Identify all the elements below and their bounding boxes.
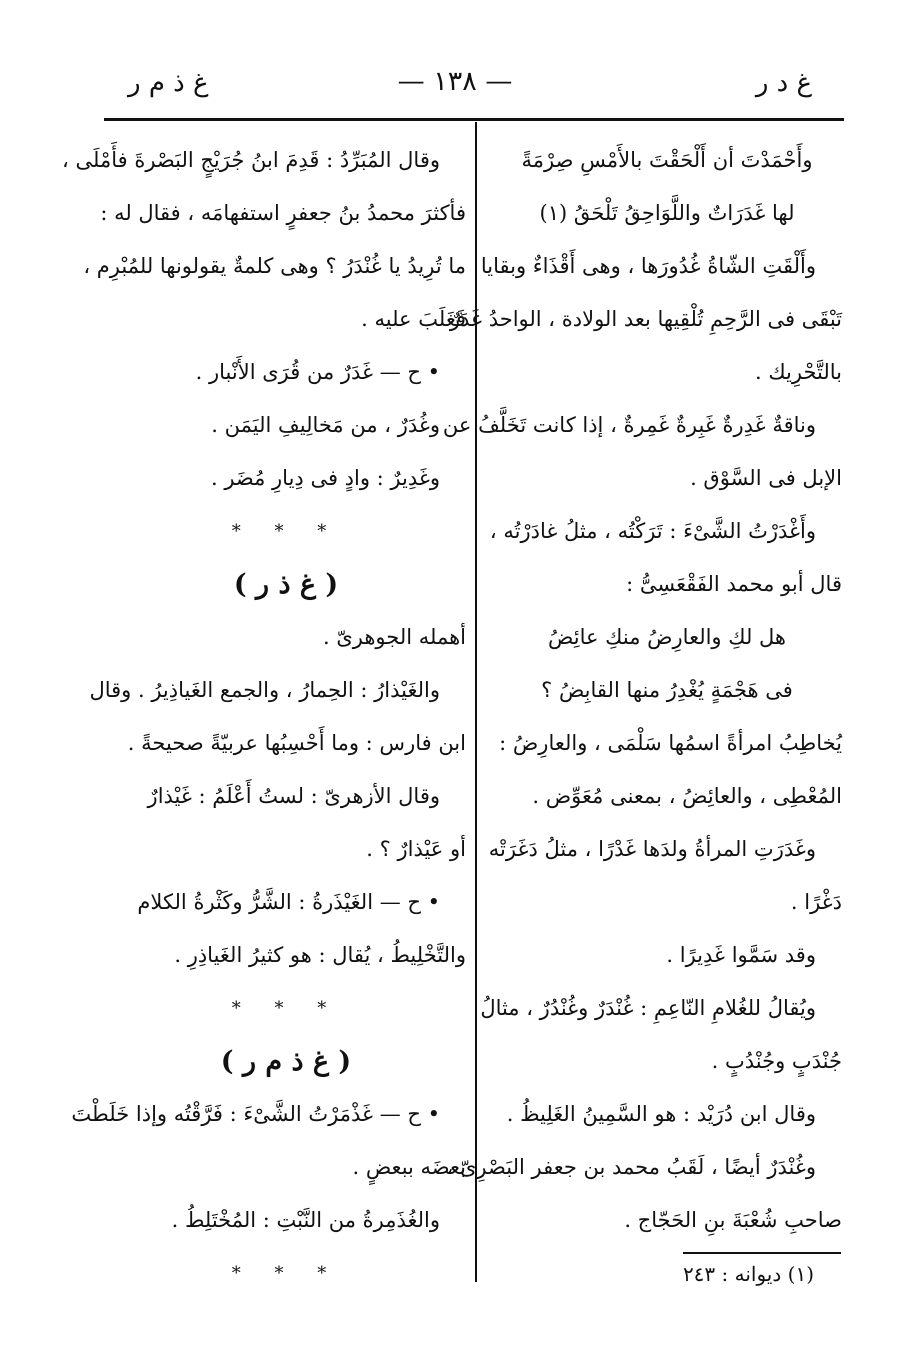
- text-line: بالتَّحْرِيك .: [754, 360, 842, 384]
- text-line: ويُقالُ للغُلامِ النّاعِمِ : غُنْدَرٌ وغُنْدُرٌ ، مثالُ: [480, 996, 816, 1020]
- text-line: فى هَجْمَةٍ يُغْدِرُ منها القابِضُ ؟: [541, 678, 793, 702]
- running-header-left: غ ذ م ر: [128, 68, 209, 98]
- text-line: وقد سَمَّوا غَدِيرًا .: [666, 943, 816, 967]
- text-line: فَغَلَبَ عليه .: [361, 307, 466, 331]
- text-line: دَغْرًا .: [790, 890, 842, 914]
- text-line: وأَلْقَتِ الشّاةُ غُدُورَها ، وهى أَقْذَاءٌ وبقايا: [480, 254, 816, 278]
- text-line: وغُنْدَرٌ أيضًا ، لَقَبُ محمد بن جعفر البَصْرِىّ ،: [446, 1155, 816, 1179]
- text-line: ما تُرِيدُ يا غُنْدَرُ ؟ وهى كلمةٌ يقولونها للمُبْرِم ،: [83, 254, 466, 278]
- text-line: ابن فارس : وما أَحْسِبُها عربيّةً صحيحةً .: [127, 731, 466, 755]
- section-separator: * * *: [231, 1263, 341, 1284]
- footnote: (١) ديوانه : ٢٤٣: [682, 1262, 814, 1286]
- text-line: وقال المُبَرِّدُ : قَدِمَ ابنُ جُرَيْجٍ البَصْرةَ فأَمْلَى ،: [62, 148, 440, 172]
- section-separator: * * *: [231, 521, 341, 542]
- text-line: لها غَدَرَاتٌ واللَّوَاحِقُ تَلْحَقُ (١): [539, 201, 795, 225]
- text-line: وقال الأزهرىّ : لستُ أَعْلَمُ : غَيْذارٌ: [147, 784, 440, 808]
- text-line: تَبْقَى فى الرَّحِمِ تُلْقِيها بعد الولادة ، الواحدُ غَدَرٌ: [449, 307, 842, 331]
- text-line: جُنْدَبٍ وجُنْدُبٍ .: [711, 1049, 842, 1073]
- text-line: هل لكِ والعارِضُ منكِ عائِضُ: [548, 625, 786, 649]
- text-line: أو عَيْذارٌ ؟ .: [366, 837, 466, 861]
- text-line: • ح — غَدَرٌ من قُرَى الأَنْبار .: [195, 360, 440, 384]
- text-line: فأكثرَ محمدُ بنُ جعفرٍ استفهامَه ، فقال له :: [100, 201, 466, 225]
- right-column: [442, 134, 842, 1247]
- section-separator: * * *: [231, 998, 341, 1019]
- text-line: صاحبِ شُعْبَةَ بنِ الحَجّاج .: [624, 1208, 842, 1232]
- text-line: والغُذَمِرةُ من النَّبْتِ : المُخْتَلِطُ .: [171, 1208, 440, 1232]
- footnote-rule: [683, 1252, 841, 1254]
- text-line: والغَيْذارُ : الحِمارُ ، والجمع الغَياذِيرُ . وقال: [89, 678, 440, 702]
- text-line: وغُدَرٌ ، من مَخالِيفِ اليَمَن .: [211, 413, 440, 437]
- header-rule: [104, 118, 844, 121]
- text-line: المُعْطِى ، والعائِضُ ، بمعنى مُعَوِّض .: [532, 784, 842, 808]
- text-line: وناقةٌ غَدِرةٌ غَبِرةٌ غَمِرةٌ ، إذا كانت تَخَلَّفُ عن: [442, 413, 816, 437]
- text-line: وغَدِيرٌ : وادٍ فى دِيارِ مُضَر .: [210, 466, 440, 490]
- entry-heading: ( غ ذ م ر ): [220, 1046, 352, 1077]
- text-line: وأَغْدَرْتُ الشَّىْءَ : تَرَكْتُه ، مثلُ غادَرْتُه ،: [489, 519, 816, 543]
- running-header-right: غ د ر: [755, 68, 812, 98]
- text-line: وغَدَرَتِ المرأةُ ولدَها غَدْرًا ، مثلُ دَغَرَتْه: [488, 837, 816, 861]
- left-column: [62, 134, 466, 1300]
- text-line: يُخاطِبُ امرأةً اسمُها سَلْمَى ، والعارِضُ :: [499, 731, 842, 755]
- text-line: بعضَه ببعضٍ .: [352, 1155, 466, 1179]
- text-line: وقال ابن دُرَيْد : هو السَّمِينُ الغَلِيظُ .: [506, 1102, 816, 1126]
- text-line: والتَّخْلِيطُ ، يُقال : هو كثيرُ الغَياذِرِ .: [174, 943, 466, 967]
- text-line: • ح — غَذْمَرْتُ الشَّىْءَ : فَرَّقْتُه وإذا خَلَطْتَ: [71, 1102, 440, 1126]
- entry-heading: ( غ ذ ر ): [233, 569, 339, 600]
- text-line: وأَحْمَدْتَ أن أَلْحَقْتَ بالأَمْسِ صِرْمَةً: [521, 148, 813, 172]
- text-line: الإبل فى السَّوْق .: [690, 466, 842, 490]
- text-line: • ح — الغَيْذَرةُ : الشَّرُّ وكَثْرةُ الكلام: [137, 890, 440, 914]
- text-line: قال أبو محمد الفَقْعَسِىُّ :: [626, 572, 842, 596]
- page-number: — ١٣٨ —: [397, 66, 513, 97]
- text-line: أهمله الجوهرىّ .: [322, 625, 466, 649]
